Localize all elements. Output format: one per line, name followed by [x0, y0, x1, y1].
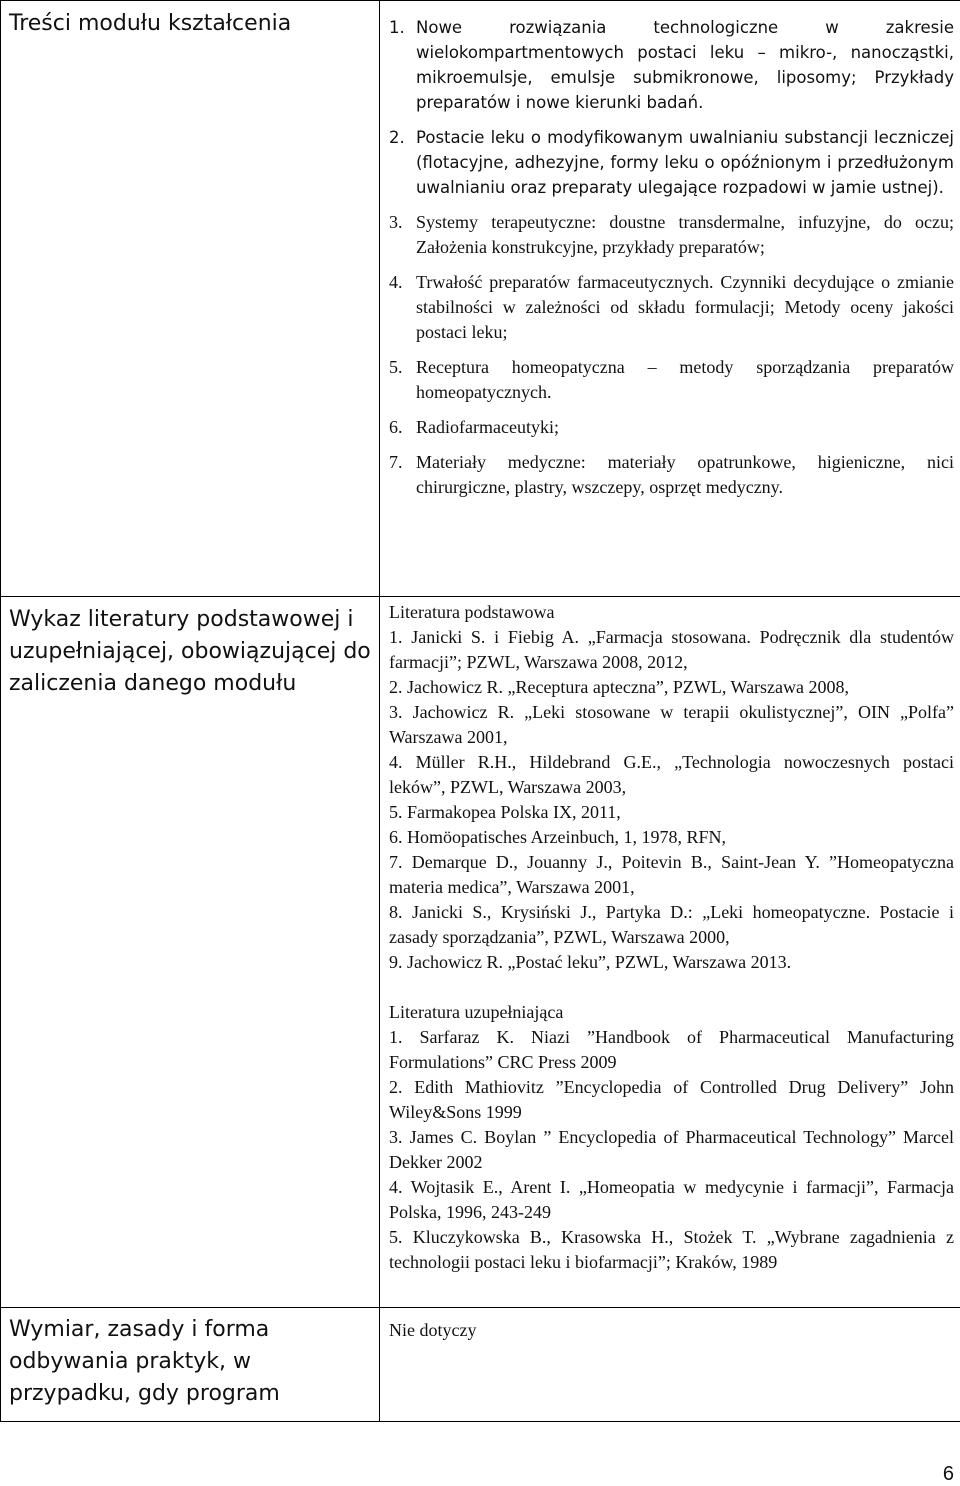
- list-item-text: Postacie leku o modyfikowanym uwalnianiu substancji leczniczej (flotacyjne, adhezyjne, formy leku o opóźnionym i przedłużonym uwalnianiu oraz preparaty ulegające rozpadowi w jamie ustnej).: [416, 128, 954, 197]
- literature-item: 2. Edith Mathiovitz ”Encyclopedia of Controlled Drug Delivery” John Wiley&Sons 1999: [389, 1077, 954, 1122]
- list-item-number: 2.: [389, 128, 405, 147]
- literature-item: 8. Janicki S., Krysiński J., Partyka D.: „Leki homeopatyczne. Postacie i zasady sporządzania”, PZWL, Warszawa 2000,: [389, 902, 954, 947]
- list-item-number: 3.: [389, 212, 403, 232]
- literature-item: 4. Wojtasik E., Arent I. „Homeopatia w medycynie i farmacji”, Farmacja Polska, 1996, 243-249: [389, 1177, 954, 1222]
- topics-cell: [380, 1, 960, 597]
- list-item: [389, 450, 954, 500]
- literature-item: 5. Farmakopea Polska IX, 2011,: [389, 802, 621, 822]
- list-item-number: 1.: [389, 18, 405, 37]
- list-item-text: Materiały medyczne: materiały opatrunkowe, higieniczne, nici chirurgiczne, plastry, wszczepy, osprzęt medyczny.: [416, 452, 954, 497]
- literature-item: 6. Homöopatisches Arzeinbuch, 1, 1978, RFN,: [389, 827, 726, 847]
- practice-content: Nie dotyczy: [389, 1320, 477, 1340]
- list-item-text: Receptura homeopatyczna – metody sporządzania preparatów homeopatycznych.: [416, 357, 954, 402]
- list-item-text: Nowe rozwiązania technologiczne w zakresie wielokompartmentowych postaci leku – mikro-, nanocząstki, mikroemulsje, emulsje submikronowe, liposomy; Przykłady preparatów i nowe kierunki badań.: [416, 18, 954, 112]
- list-item: [389, 15, 954, 115]
- supplementary-literature-heading: Literatura uzupełniająca: [389, 1002, 564, 1022]
- list-item: [389, 415, 954, 440]
- table-row: [1, 597, 960, 1308]
- literature-item: 1. Sarfaraz K. Niazi ”Handbook of Pharmaceutical Manufacturing Formulations” CRC Press 2009: [389, 1027, 954, 1072]
- row-label-cell: [1, 1, 380, 597]
- list-item-text: Radiofarmaceutyki;: [416, 417, 559, 437]
- list-item-number: 6.: [389, 417, 403, 437]
- row-label: Wymiar, zasady i forma odbywania praktyk, w przypadku, gdy program: [9, 1317, 280, 1406]
- table-row: [1, 1, 960, 597]
- list-item-text: Trwałość preparatów farmaceutycznych. Czynniki decydujące o zmianie stabilności w zależności od składu formulacji; Metody oceny jakości postaci leku;: [416, 272, 954, 342]
- row-label: Wykaz literatury podstawowej i uzupełniającej, obowiązującej do zaliczenia danego modułu: [9, 607, 371, 696]
- row-label-cell: [1, 597, 380, 1308]
- literature-item: 4. Müller R.H., Hildebrand G.E., „Technologia nowoczesnych postaci leków”, PZWL, Warszawa 2003,: [389, 752, 954, 797]
- list-item-text: Systemy terapeutyczne: doustne transdermalne, infuzyjne, do oczu; Założenia konstrukcyjne, przykłady preparatów;: [416, 212, 954, 257]
- page-number: 6: [942, 1463, 954, 1485]
- list-item: [389, 355, 954, 405]
- literature-cell: [380, 597, 960, 1308]
- list-item-number: 4.: [389, 272, 403, 292]
- topics-list: [389, 15, 954, 500]
- literature-item: 5. Kluczykowska B., Krasowska H., Stożek T. „Wybrane zagadnienia z technologii postaci leku i biofarmacji”; Kraków, 1989: [389, 1227, 954, 1272]
- basic-literature-heading: Literatura podstawowa: [389, 602, 555, 622]
- row-label-cell: [1, 1308, 380, 1422]
- list-item-number: 7.: [389, 452, 403, 472]
- list-item: [389, 210, 954, 260]
- literature-item: 3. Jachowicz R. „Leki stosowane w terapii okulistycznej”, OIN „Polfa” Warszawa 2001,: [389, 702, 954, 747]
- list-item: [389, 270, 954, 345]
- table-row: [1, 1308, 960, 1422]
- practice-cell: [380, 1308, 960, 1422]
- list-item-number: 5.: [389, 357, 403, 377]
- literature-item: 2. Jachowicz R. „Receptura apteczna”, PZWL, Warszawa 2008,: [389, 677, 850, 697]
- list-item: [389, 125, 954, 200]
- literature-item: 9. Jachowicz R. „Postać leku”, PZWL, Warszawa 2013.: [389, 952, 792, 972]
- literature-item: 1. Janicki S. i Fiebig A. „Farmacja stosowana. Podręcznik dla studentów farmacji”; PZWL, Warszawa 2008, 2012,: [389, 627, 954, 672]
- literature-item: 7. Demarque D., Jouanny J., Poitevin B., Saint-Jean Y. ”Homeopatyczna materia medica”, Warszawa 2001,: [389, 852, 954, 897]
- row-label: Treści modułu kształcenia: [9, 11, 292, 36]
- literature-item: 3. James C. Boylan ” Encyclopedia of Pharmaceutical Technology” Marcel Dekker 2002: [389, 1127, 954, 1172]
